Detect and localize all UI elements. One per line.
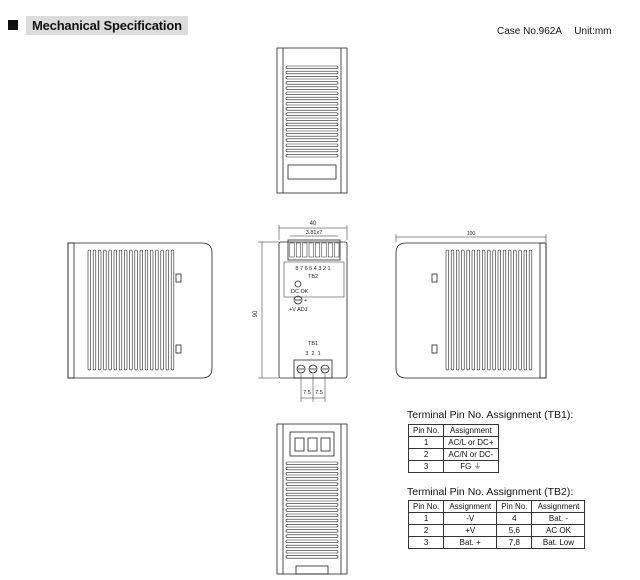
tb1-pitch-b: 7.5 <box>315 390 323 396</box>
vent-fin <box>140 250 143 370</box>
vent-fin <box>462 250 465 370</box>
table-row <box>409 449 499 461</box>
column-header: Pin No. <box>409 425 444 437</box>
left-view-vent-fins <box>88 250 174 370</box>
top-view-vent-fins <box>286 66 338 157</box>
column-header: Pin No. <box>497 501 532 513</box>
vadj-plus: + <box>304 298 308 304</box>
vent-fin <box>286 82 338 85</box>
table-cell: 7,8 <box>497 537 532 549</box>
table-header-row <box>409 425 499 437</box>
vent-fin <box>286 149 338 152</box>
vent-fin <box>286 530 338 533</box>
table-header-row <box>409 501 585 513</box>
table-cell: AC/N or DC- <box>444 449 498 461</box>
table-row <box>409 513 585 525</box>
vent-fin <box>286 139 338 142</box>
bottom-din-clip <box>296 566 328 574</box>
vent-fin <box>286 556 338 559</box>
unit-label: Unit:mm <box>574 26 612 37</box>
vent-fin <box>114 250 117 370</box>
column-header: Assignment <box>444 425 498 437</box>
vent-fin <box>166 250 169 370</box>
vent-fin <box>286 108 338 111</box>
vent-fin <box>130 250 133 370</box>
vent-fin <box>451 250 454 370</box>
table-cell: 2 <box>409 525 444 537</box>
vent-fin <box>524 250 527 370</box>
table-cell: Bat. Low <box>532 537 585 549</box>
front-width-dim: 40 <box>309 221 317 227</box>
table-cell: Bat. - <box>532 513 585 525</box>
tb2-screw <box>296 243 300 257</box>
right-view-vent-fins <box>446 250 532 370</box>
tb2-label: TB2 <box>307 274 319 280</box>
vent-fin <box>286 123 338 126</box>
vent-fin <box>529 250 532 370</box>
table-cell: 3 <box>409 537 444 549</box>
table-cell: 4 <box>497 513 532 525</box>
vent-fin <box>286 102 338 105</box>
table-cell: 1 <box>409 513 444 525</box>
vent-fin <box>93 250 96 370</box>
tb1-table-title: Terminal Pin No. Assignment (TB1): <box>407 409 574 421</box>
tb1-pin-numbers: 3 2 1 <box>305 351 321 357</box>
tb2-screw <box>335 243 339 257</box>
vent-fin <box>456 250 459 370</box>
right-side-view <box>396 231 546 378</box>
vent-fin <box>171 250 174 370</box>
vent-fin <box>98 250 101 370</box>
vent-fin <box>286 92 338 95</box>
vent-fin <box>286 498 338 501</box>
vent-fin <box>286 134 338 137</box>
bottom-view-vent-fins <box>286 462 338 558</box>
tb2-table-title: Terminal Pin No. Assignment (TB2): <box>407 486 574 498</box>
vent-fin <box>482 250 485 370</box>
table-cell: FG ⏚ <box>444 461 498 473</box>
vent-fin <box>104 250 107 370</box>
dc-ok-led-icon <box>295 281 301 287</box>
vent-fin <box>286 113 338 116</box>
vent-fin <box>472 250 475 370</box>
vent-fin <box>286 118 338 121</box>
bottom-view <box>277 424 347 574</box>
vent-fin <box>286 545 338 548</box>
vent-fin <box>286 87 338 90</box>
front-height-dim: 90 <box>253 310 259 318</box>
table-cell: Bat. + <box>444 537 497 549</box>
table-row <box>409 437 499 449</box>
vent-fin <box>286 493 338 496</box>
table-cell: 5,6 <box>497 525 532 537</box>
table-cell: 3 <box>409 461 444 473</box>
vent-fin <box>467 250 470 370</box>
vent-fin <box>286 535 338 538</box>
bottom-terminal-2 <box>308 438 317 451</box>
table-cell: AC OK <box>532 525 585 537</box>
vent-fin <box>519 250 522 370</box>
vent-fin <box>286 550 338 553</box>
front-view <box>253 221 347 402</box>
column-header: Assignment <box>444 501 497 513</box>
vent-fin <box>477 250 480 370</box>
dc-ok-label: DC OK <box>291 289 309 295</box>
vent-fin <box>286 514 338 517</box>
vent-fin <box>286 71 338 74</box>
table-cell: -V <box>444 513 497 525</box>
section-title: Mechanical Specification <box>26 16 188 35</box>
table-row <box>409 525 585 537</box>
vent-fin <box>514 250 517 370</box>
case-number: Case No.962A <box>497 26 562 37</box>
vent-fin <box>493 250 496 370</box>
tb1-pitch-a: 7.5 <box>303 390 311 396</box>
tb2-screw <box>290 243 294 257</box>
table-row <box>409 537 585 549</box>
vent-fin <box>161 250 164 370</box>
table-row <box>409 461 499 473</box>
tb2-screw <box>328 243 332 257</box>
top-view <box>277 48 347 193</box>
table-cell: AC/L or DC+ <box>444 437 498 449</box>
vent-fin <box>150 250 153 370</box>
vent-fin <box>286 472 338 475</box>
tb2-screw <box>315 243 319 257</box>
tb2-screw <box>303 243 307 257</box>
vent-fin <box>119 250 122 370</box>
tb1-label: TB1 <box>307 341 319 347</box>
tb2-screws <box>290 243 339 257</box>
vent-fin <box>156 250 159 370</box>
vent-fin <box>145 250 148 370</box>
vent-fin <box>446 250 449 370</box>
tb2-table <box>408 500 585 549</box>
column-header: Assignment <box>532 501 585 513</box>
tb2-pin-numbers: 8 7 6 5 4 3 2 1 <box>295 266 331 272</box>
bottom-terminal-1 <box>295 438 304 451</box>
vent-fin <box>286 128 338 131</box>
vent-fin <box>508 250 511 370</box>
vent-fin <box>503 250 506 370</box>
vent-fin <box>286 504 338 507</box>
vent-fin <box>286 483 338 486</box>
vent-fin <box>286 66 338 69</box>
vent-fin <box>124 250 127 370</box>
vent-fin <box>286 467 338 470</box>
vent-fin <box>286 462 338 465</box>
bottom-terminal-block <box>290 432 334 456</box>
table-cell: +V <box>444 525 497 537</box>
table-cell: 2 <box>409 449 444 461</box>
tb1-table <box>408 424 499 473</box>
vent-fin <box>88 250 91 370</box>
tb2-pitch-dim: 3.81x7 <box>305 230 323 236</box>
vadj-label: +V ADJ <box>289 307 308 313</box>
vent-fin <box>286 76 338 79</box>
vent-fin <box>286 524 338 527</box>
vent-fin <box>286 509 338 512</box>
table-cell: 1 <box>409 437 444 449</box>
vent-fin <box>135 250 138 370</box>
vent-fin <box>109 250 112 370</box>
vent-fin <box>286 144 338 147</box>
vent-fin <box>488 250 491 370</box>
vent-fin <box>498 250 501 370</box>
vent-fin <box>286 478 338 481</box>
side-depth-dim: 100 <box>466 231 476 237</box>
vent-fin <box>286 154 338 157</box>
vent-fin <box>286 540 338 543</box>
tb2-screw <box>309 243 313 257</box>
vent-fin <box>286 97 338 100</box>
vent-fin <box>286 488 338 491</box>
vent-fin <box>286 519 338 522</box>
tb2-screw <box>322 243 326 257</box>
bottom-terminal-3 <box>321 438 330 451</box>
bottom-view-outline <box>277 424 347 574</box>
column-header: Pin No. <box>409 501 444 513</box>
left-side-view <box>68 243 212 378</box>
top-view-slot <box>288 165 336 179</box>
